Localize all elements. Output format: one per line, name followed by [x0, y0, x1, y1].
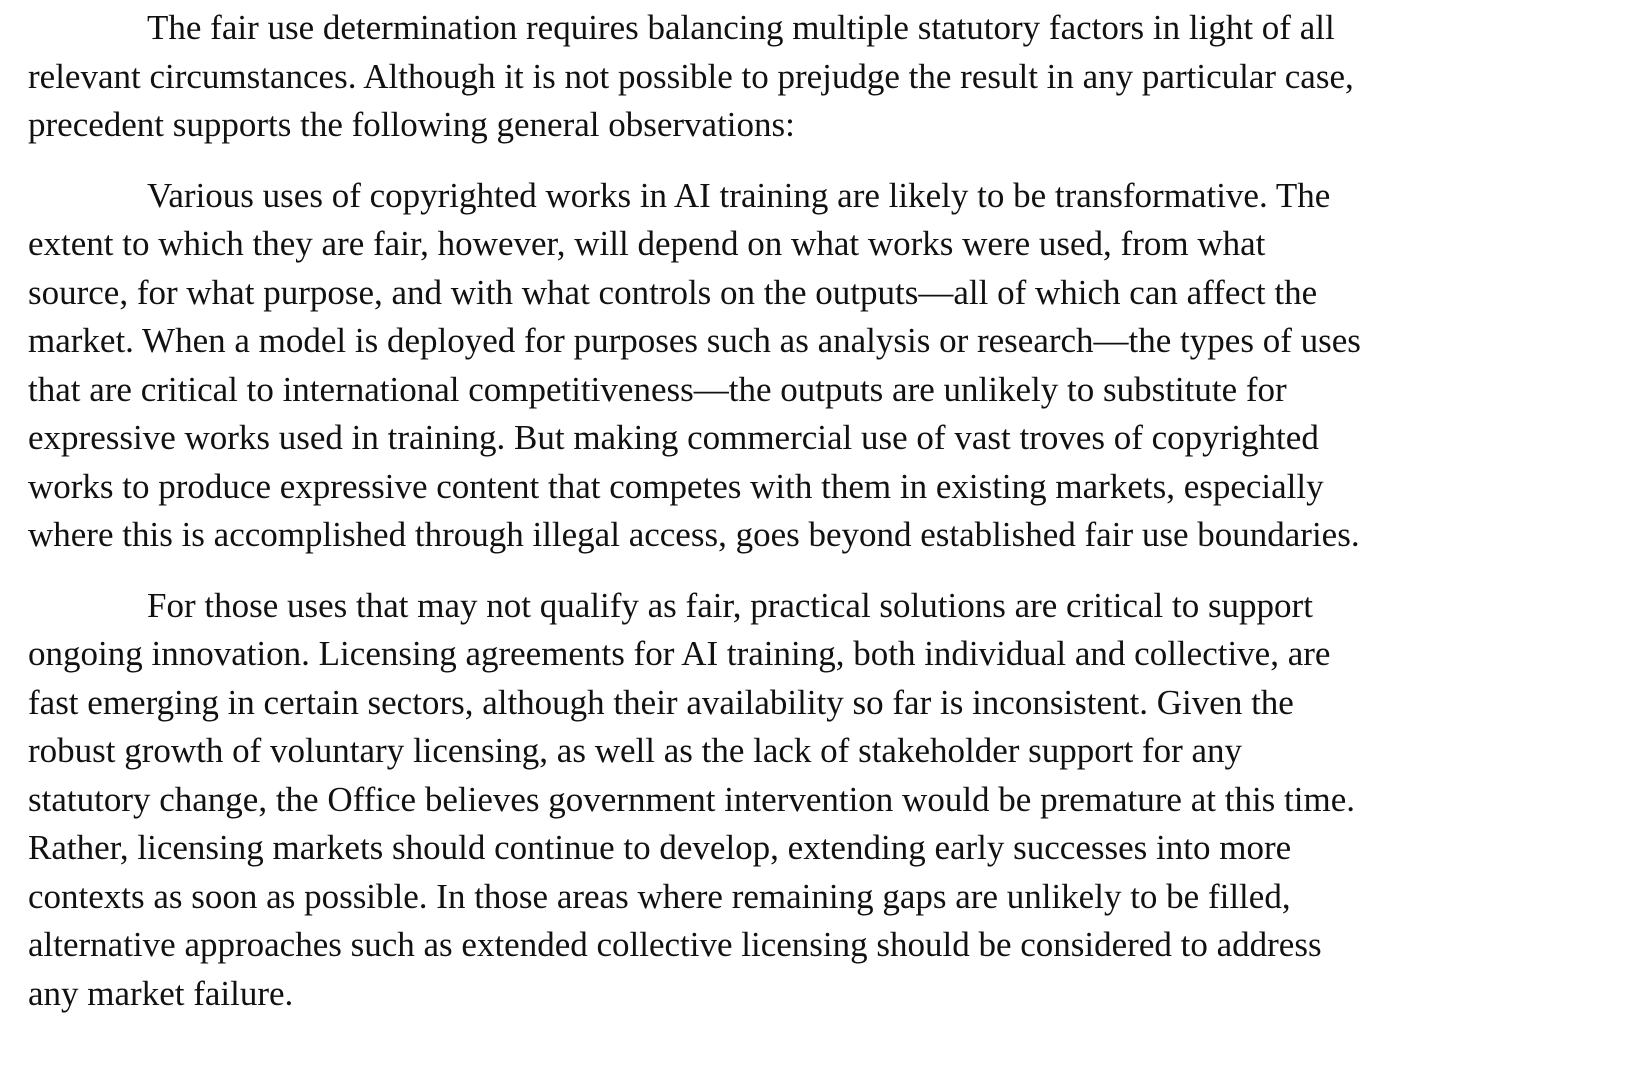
text-line: that are critical to international competitiveness—the outputs are unlikely to substitute for — [28, 369, 1287, 409]
text-line: extent to which they are fair, however, will depend on what works were used, from what — [28, 224, 1266, 263]
text-line: robust growth of voluntary licensing, as well as the lack of stakeholder support for any — [28, 731, 1243, 770]
text-line: where this is accomplished through illegal access, goes beyond established fair use boundaries. — [28, 515, 1360, 554]
text-line: ongoing innovation. Licensing agreements for AI training, both individual and collective, are — [28, 634, 1331, 673]
paragraph-licensing-solutions — [28, 582, 1624, 1019]
text-line: Rather, licensing markets should continue to develop, extending early successes into more — [28, 828, 1292, 867]
text-line: expressive works used in training. But making commercial use of vast troves of copyrighted — [28, 418, 1319, 457]
document-body — [28, 4, 1624, 1018]
paragraph-fair-use-determination — [28, 4, 1624, 150]
text-line: statutory change, the Office believes government intervention would be premature at this time. — [28, 779, 1355, 819]
paragraph-ai-training-uses — [28, 172, 1624, 560]
text-line: precedent supports the following general observations: — [28, 105, 795, 144]
text-line: any market failure. — [28, 973, 294, 1013]
text-line: The fair use determination requires balancing multiple statutory factors in light of all — [147, 8, 1335, 47]
text-line: alternative approaches such as extended collective licensing should be considered to address — [28, 925, 1322, 964]
text-line: market. When a model is deployed for purposes such as analysis or research—the types of uses — [28, 321, 1361, 360]
text-line: works to produce expressive content that competes with them in existing markets, especially — [28, 466, 1324, 506]
text-line: relevant circumstances. Although it is not possible to prejudge the result in any particular case, — [28, 56, 1354, 96]
text-line: contexts as soon as possible. In those areas where remaining gaps are unlikely to be filled, — [28, 876, 1291, 916]
text-line: For those uses that may not qualify as fair, practical solutions are critical to support — [147, 585, 1313, 625]
text-line: source, for what purpose, and with what controls on the outputs—all of which can affect the — [28, 272, 1318, 312]
text-line: Various uses of copyrighted works in AI training are likely to be transformative. The — [147, 175, 1331, 215]
text-line: fast emerging in certain sectors, although their availability so far is inconsistent. Given the — [28, 682, 1294, 722]
